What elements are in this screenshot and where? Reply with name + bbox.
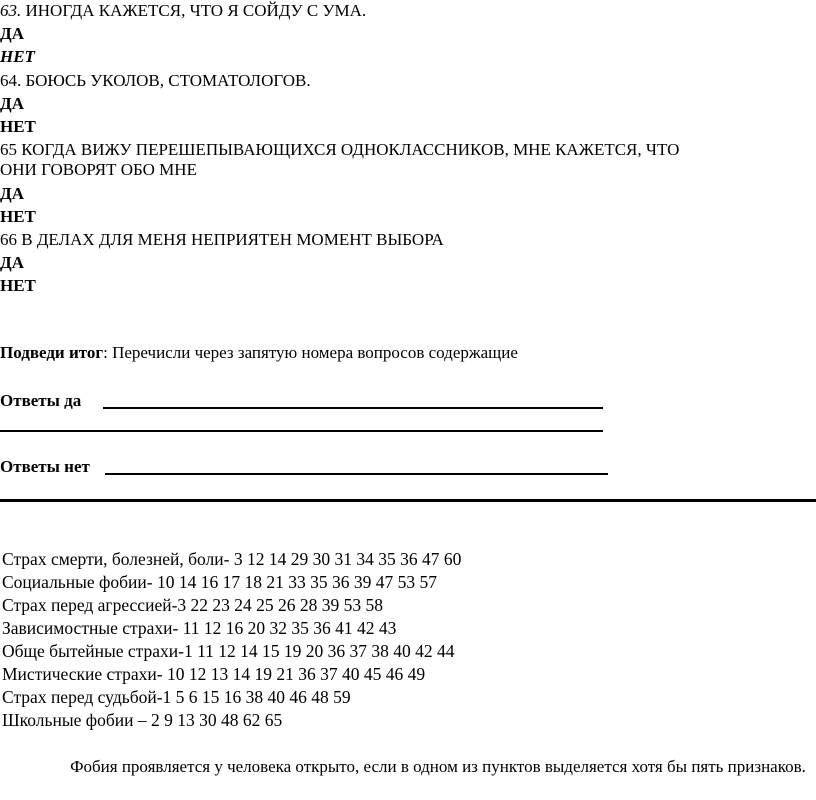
question-number: 66	[0, 230, 17, 249]
question-text: БОЮСЬ УКОЛОВ, СТОМАТОЛОГОВ.	[21, 71, 311, 90]
summary-text: : Перечисли через запятую номера вопросов содержащие	[103, 343, 518, 362]
question-66	[0, 230, 444, 250]
question-number: 65	[0, 140, 17, 159]
answers-yes-field[interactable]	[103, 407, 603, 409]
answers-no-field[interactable]	[105, 473, 608, 475]
answers-no-label: Ответы нет	[0, 457, 90, 476]
question-number: 64.	[0, 71, 22, 90]
answers-yes-label: Ответы да	[0, 391, 82, 410]
answer-yes: ДА	[0, 184, 24, 203]
summary-label: Подведи итог	[0, 343, 104, 362]
answer-yes: ДА	[0, 24, 24, 43]
question-text: ИНОГДА КАЖЕТСЯ, ЧТО Я СОЙДУ С УМА.	[21, 1, 367, 20]
question-text: КОГДА ВИЖУ ПЕРЕШЕПЫВАЮЩИХСЯ ОДНОКЛАССНИКОВ, МНЕ КАЖЕТСЯ, ЧТО	[17, 140, 680, 159]
category-line: Страх перед судьбой-1 5 6 15 16 38 40 46 48 59	[2, 687, 351, 707]
category-line: Страх перед агрессией-3 22 23 24 25 26 28 39 53 58	[2, 595, 384, 615]
question-65-continuation: ОНИ ГОВОРЯТ ОБО МНЕ	[0, 160, 197, 179]
category-line: Зависимостные страхи- 11 12 16 20 32 35 36 41 42 43	[2, 618, 397, 638]
answer-no: НЕТ	[0, 47, 35, 66]
answer-yes: ДА	[0, 94, 24, 113]
question-63	[0, 1, 366, 21]
answers-yes-field-line-2[interactable]	[0, 430, 603, 432]
footer-note: Фобия проявляется у человека открыто, если в одном из пунктов выделяется хотя бы пять признаков.	[70, 757, 806, 776]
question-number: 63.	[0, 1, 22, 20]
answer-yes: ДА	[0, 253, 24, 272]
answer-no: НЕТ	[0, 276, 36, 295]
question-text: В ДЕЛАХ ДЛЯ МЕНЯ НЕПРИЯТЕН МОМЕНТ ВЫБОРА	[17, 230, 444, 249]
category-line: Школьные фобии – 2 9 13 30 48 62 65	[2, 710, 283, 730]
answer-no: НЕТ	[0, 207, 36, 226]
question-65	[0, 140, 679, 160]
category-line: Обще бытейные страхи-1 11 12 14 15 19 20 36 37 38 40 42 44	[2, 641, 455, 661]
section-divider	[0, 499, 816, 502]
summary-instruction	[0, 343, 518, 363]
category-line: Социальные фобии- 10 14 16 17 18 21 33 35 36 39 47 53 57	[2, 572, 437, 592]
category-line: Мистические страхи- 10 12 13 14 19 21 36 37 40 45 46 49	[2, 664, 426, 684]
category-line: Страх смерти, болезней, боли- 3 12 14 29 30 31 34 35 36 47 60	[2, 549, 462, 569]
answer-no: НЕТ	[0, 117, 36, 136]
question-64	[0, 71, 311, 91]
